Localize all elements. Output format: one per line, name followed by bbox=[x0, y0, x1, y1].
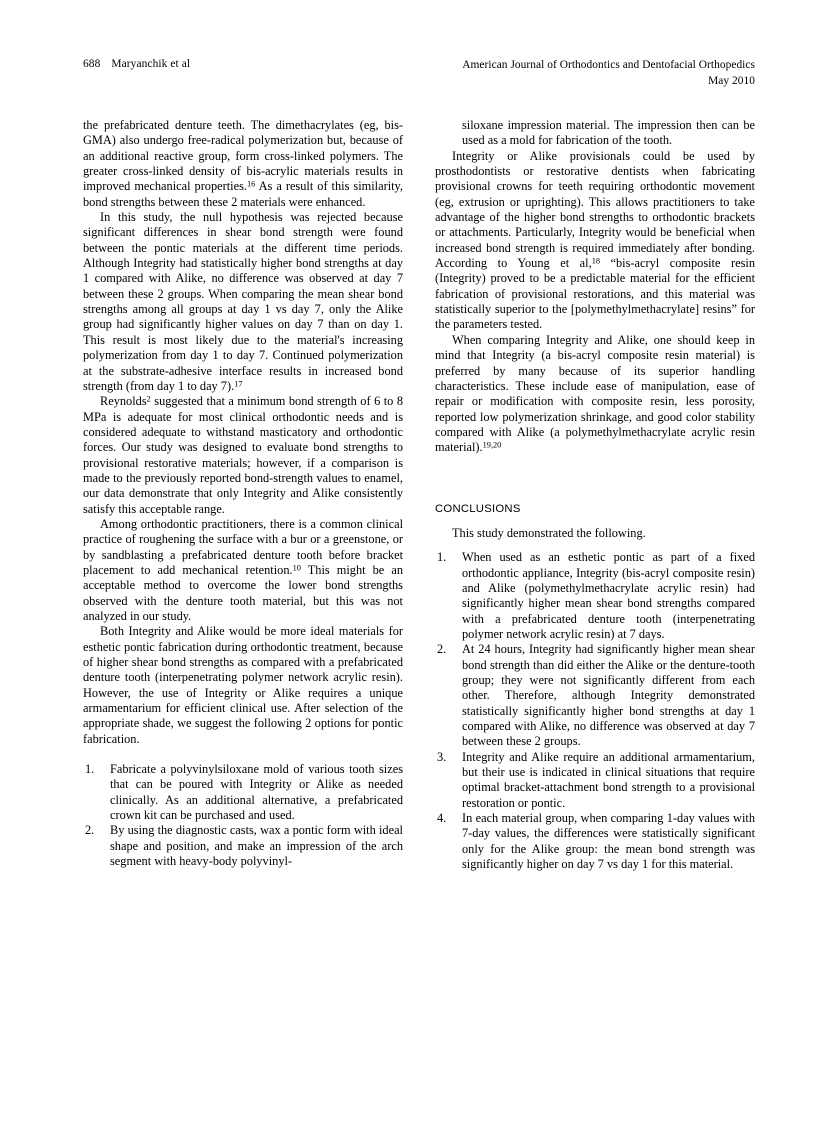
paragraph-text: the prefabricated denture teeth. The dimethacrylates (eg, bis-GMA) also undergo free-radical polymerization but, because of an additional reactive group, form cross-linked polymers. The greater cross-linked density of bis-acrylic materials results in improved mechanical properties. bbox=[83, 118, 403, 194]
running-head-right bbox=[462, 58, 755, 89]
list-item-text: Integrity and Alike require an additional armamentarium, but their use is indicated in clinical situations that require optimal bracket-attachment bond strength to a provisional restoration or pontic. bbox=[462, 749, 755, 810]
paragraph-text: Reynolds bbox=[100, 394, 147, 409]
list-item-number: 3. bbox=[437, 749, 447, 764]
pontic-options-list bbox=[83, 762, 403, 869]
conclusions-intro: This study demonstrated the following. bbox=[452, 525, 646, 540]
footnote-ref: 18 bbox=[591, 256, 600, 266]
conclusions-list bbox=[435, 550, 755, 872]
footnote-ref: 17 bbox=[234, 379, 243, 389]
right-column bbox=[435, 118, 755, 872]
list-item-number: 2. bbox=[85, 823, 95, 838]
list-item-number: 4. bbox=[437, 811, 447, 826]
spacer bbox=[83, 747, 403, 762]
paragraph-text: Among orthodontic practitioners, there is a common clinical practice of roughening the surface with a bur or a greenstone, or by sandblasting a prefabricated denture tooth before bracket placement to add mechanical retention. bbox=[83, 516, 403, 577]
paragraph-text: In this study, the null hypothesis was rejected because significant differences in shear bond strength were found between the pontic materials at the different time periods. Although Integrity had statistically higher bond strengths at day 1 compared with Alike, no difference was observed at day 7 between these 2 groups. When comparing the mean shear bond strengths among all groups at day 1 vs day 7, only the Alike group had significantly higher values on day 7 than on day 1. This result is most likely due to the material's increasing polymerization from day 1 to day 7. Continued polymerization at the substrate-adhesive interface results in increased bond strength (from day 1 to day 7). bbox=[83, 210, 403, 393]
list-item-continuation: siloxane impression material. The impression then can be used as a mold for fabrication of the tooth. bbox=[462, 118, 755, 148]
paragraph-text-tail: “bis-acryl composite resin (Integrity) proved to be a predictable material for the efficient fabrication of provisional restorations, and this material was statistically superior to the [polymethylmethacrylate] resins” for the parameters tested. bbox=[435, 256, 756, 332]
paragraph bbox=[435, 333, 755, 456]
issue-date: May 2010 bbox=[708, 74, 755, 87]
list-item-text: In each material group, when comparing 1-day values with 7-day values, the differences were statistically significant only for the Alike group: the mean bond strength was significantly higher on day 7 vs day 1 for this material. bbox=[462, 811, 755, 872]
paragraph bbox=[83, 210, 403, 394]
journal-title: American Journal of Orthodontics and Dentofacial Orthopedics bbox=[462, 59, 755, 71]
list-item bbox=[435, 750, 755, 811]
running-head bbox=[83, 58, 755, 102]
paragraph-text: Both Integrity and Alike would be more ideal materials for esthetic pontic fabrication during orthodontic treatment, because of higher shear bond strengths as compared with a prefabricated denture tooth (interpenetrating polymer network acrylic resin). However, the use of Integrity or Alike requires a unique armamentarium for efficient clinical use. After selection of the appropriate shade, we suggest the following 2 options for pontic fabrication. bbox=[83, 624, 403, 746]
running-head-authors: Maryanchik et al bbox=[111, 58, 191, 70]
list-item-number: 2. bbox=[437, 642, 447, 657]
paragraph bbox=[83, 394, 403, 517]
list-item bbox=[435, 550, 755, 642]
footnote-ref: 19,20 bbox=[482, 440, 502, 450]
paragraph bbox=[83, 118, 403, 210]
paragraph bbox=[83, 624, 403, 747]
paragraph bbox=[83, 517, 403, 624]
spacer bbox=[435, 541, 755, 550]
paragraph-text: When comparing Integrity and Alike, one should keep in mind that Integrity (a bis-acryl composite resin material) is preferred by many because of its superior handling characteristics. These include ease of manipulation, ease of repair or modification with composite resin, less porosity, reported low polymerization shrinkage, and good color stability compared with Alike (a polymethylmethacrylate acrylic resin material). bbox=[435, 332, 755, 455]
running-head-left bbox=[83, 58, 190, 70]
list-item bbox=[435, 642, 755, 749]
paragraph-text: Integrity or Alike provisionals could be used by prosthodontists or restorative dentists when fabricating provisional crowns for teeth requiring orthodontic movement (eg, extrusion or uprighting). This allows practitioners to take advantage of the higher bond strengths to orthodontic brackets or attachments. Particularly, Integrity would be beneficial when increased bond strength is required immediately after bonding. According to Young et al, bbox=[435, 148, 755, 271]
list-item-text: By using the diagnostic casts, wax a pontic form with ideal shape and position, and make an impression of the arch segment with heavy-body polyvinyl- bbox=[110, 823, 403, 869]
spacer bbox=[435, 456, 755, 502]
paragraph-text-tail: As a result of this similarity, bond strengths between these 2 materials were enhanced. bbox=[83, 179, 404, 209]
list-item-number: 1. bbox=[437, 550, 447, 565]
footnote-ref: 10 bbox=[292, 563, 301, 573]
list-item-text: Fabricate a polyvinylsiloxane mold of various tooth sizes that can be poured with Integrity or Alike as needed clinically. As an additional alternative, a prefabricated crown kit can be purchased and used. bbox=[110, 762, 403, 823]
list-item bbox=[435, 811, 755, 872]
section-heading-conclusions: CONCLUSIONS bbox=[435, 502, 521, 515]
list-item-number: 1. bbox=[85, 762, 95, 777]
left-column bbox=[83, 118, 403, 870]
spacer bbox=[435, 517, 755, 526]
footnote-ref: 16 bbox=[246, 179, 256, 189]
paragraph-text-tail: suggested that a minimum bond strength of 6 to 8 MPa is adequate for most clinical orthodontic needs and is considered adequate to withstand masticatory and orthodontic forces. Our study was designed to evaluate bond strengths to provisional restorative materials; however, if a comparison is made to the previously reported bond-strength values to enamel, our data demonstrate that only Integrity and Alike consistently satisfy this acceptable range. bbox=[83, 394, 403, 516]
page-number: 688 bbox=[83, 58, 101, 70]
paragraph bbox=[435, 149, 755, 333]
paragraph-text-tail: This might be an acceptable method to overcome the lower bond strengths observed with the denture tooth material, but this was not analyzed in our study. bbox=[83, 562, 403, 623]
list-item-text: When used as an esthetic pontic as part of a fixed orthodontic appliance, Integrity (bis-acryl composite resin) and Alike (polymethylmethacrylate acrylic resin) had significantly higher mean shear bond strengths compared with a prefabricated denture tooth (interpenetrating polymer network acrylic resin) at 7 days. bbox=[462, 550, 755, 641]
list-item-text: At 24 hours, Integrity had significantly higher mean shear bond strength than did either the Alike or the denture-tooth group; they were not significantly different from each other. Therefore, although Integrity demonstrated statistically significantly higher bond strengths at day 1 compared with Alike, no difference was observed at day 7 between these 2 groups. bbox=[462, 642, 755, 749]
footnote-ref: 2 bbox=[146, 394, 151, 404]
list-item bbox=[83, 762, 403, 823]
list-item bbox=[83, 823, 403, 869]
